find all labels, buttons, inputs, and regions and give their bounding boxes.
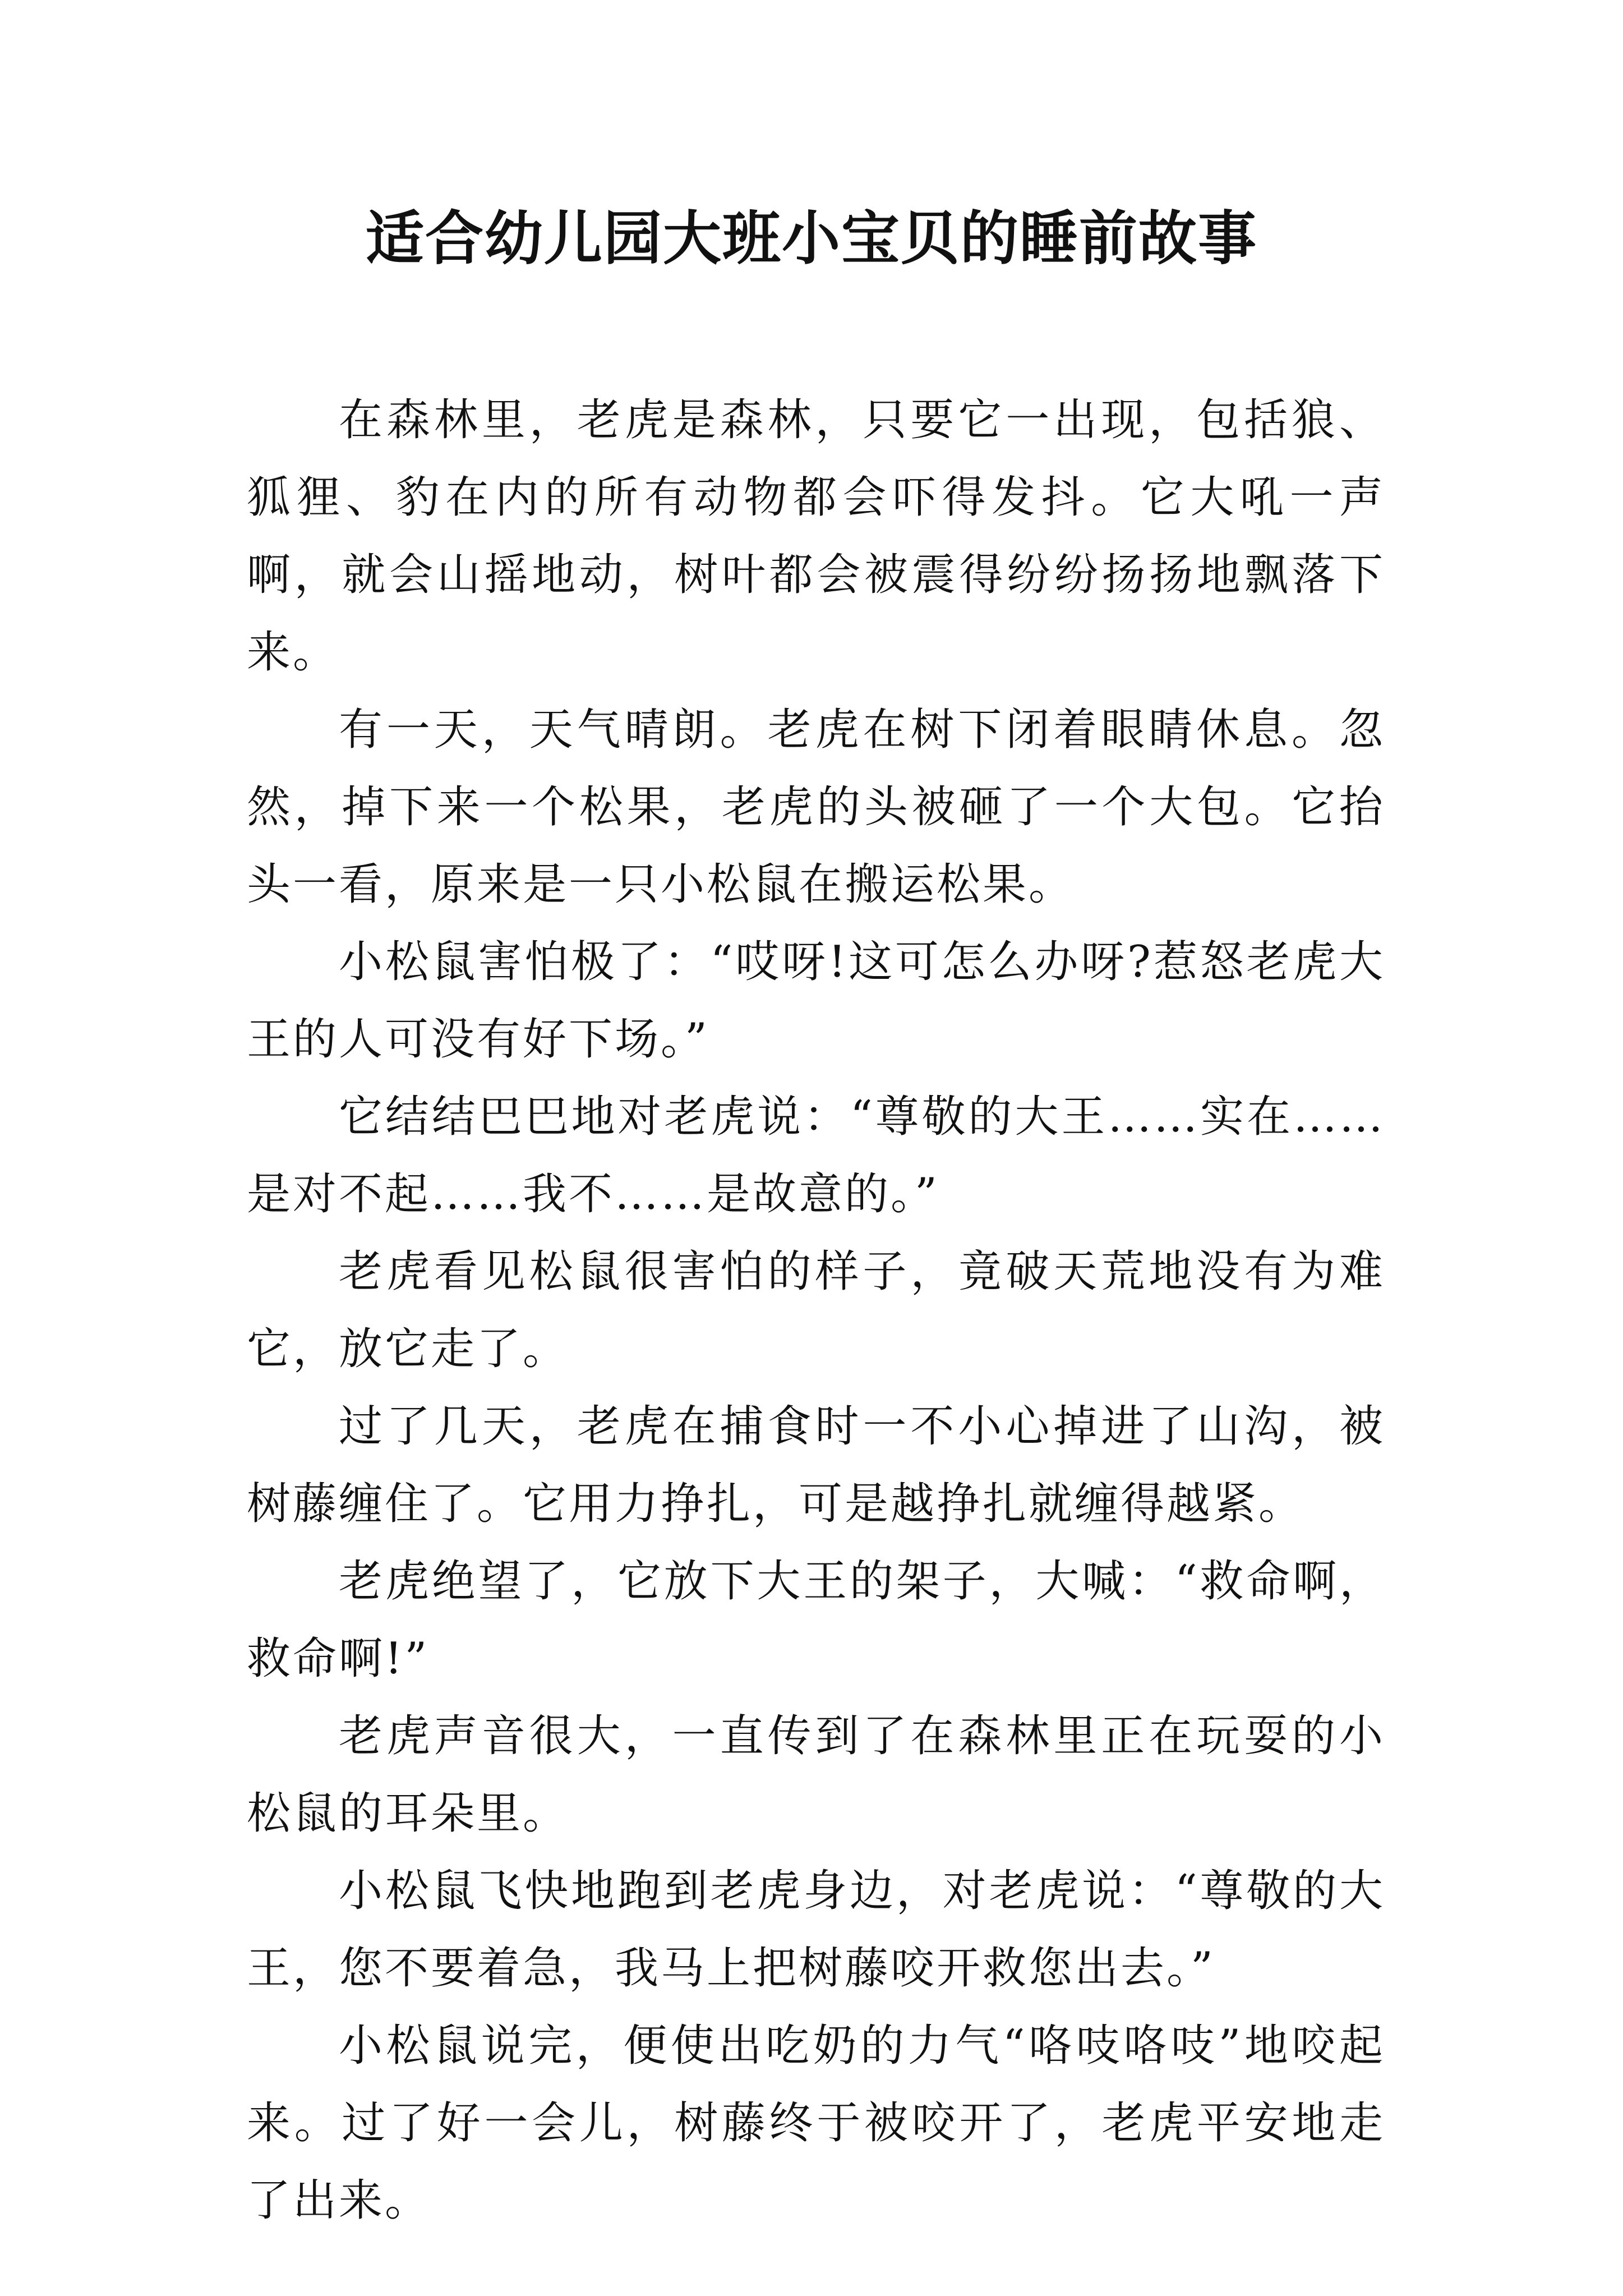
paragraph: 老虎声音很大，一直传到了在森林里正在玩耍的小松鼠的耳朵里。 (247, 1711, 1385, 1839)
paragraph: 它结结巴巴地对老虎说：“尊敬的大王……实在……是对不起……我不……是故意的。” (247, 1092, 1385, 1220)
paragraph: 过了几天，老虎在捕食时一不小心掉进了山沟，被树藤缠住了。它用力挣扎，可是越挣扎就缠得越紧。 (247, 1401, 1385, 1529)
paragraph: 小松鼠害怕极了：“哎呀!这可怎么办呀?惹怒老虎大王的人可没有好下场。” (247, 937, 1385, 1065)
paragraph: 有一天，天气晴朗。老虎在树下闭着眼睛休息。忽然，掉下来一个松果，老虎的头被砸了一个大包。它抬头一看，原来是一只小松鼠在搬运松果。 (247, 705, 1385, 910)
paragraph: 小松鼠飞快地跑到老虎身边，对老虎说：“尊敬的大王，您不要着急，我马上把树藤咬开救您出去。” (247, 1866, 1385, 1994)
paragraph: 老虎看见松鼠很害怕的样子，竟破天荒地没有为难它，放它走了。 (247, 1246, 1385, 1374)
paragraph: 老虎绝望了，它放下大王的架子，大喊：“救命啊，救命啊!” (247, 1556, 1385, 1684)
document-body (247, 381, 1385, 2239)
paragraph: 小松鼠说完，便使出吃奶的力气“咯吱咯吱”地咬起来。过了好一会儿，树藤终于被咬开了，老虎平安地走了出来。 (247, 2021, 1385, 2226)
document-title: 适合幼儿园大班小宝贝的睡前故事 (365, 204, 1257, 273)
paragraph: 在森林里，老虎是森林，只要它一出现，包括狼、狐狸、豹在内的所有动物都会吓得发抖。它大吼一声啊，就会山摇地动，树叶都会被震得纷纷扬扬地飘落下来。 (247, 395, 1385, 678)
